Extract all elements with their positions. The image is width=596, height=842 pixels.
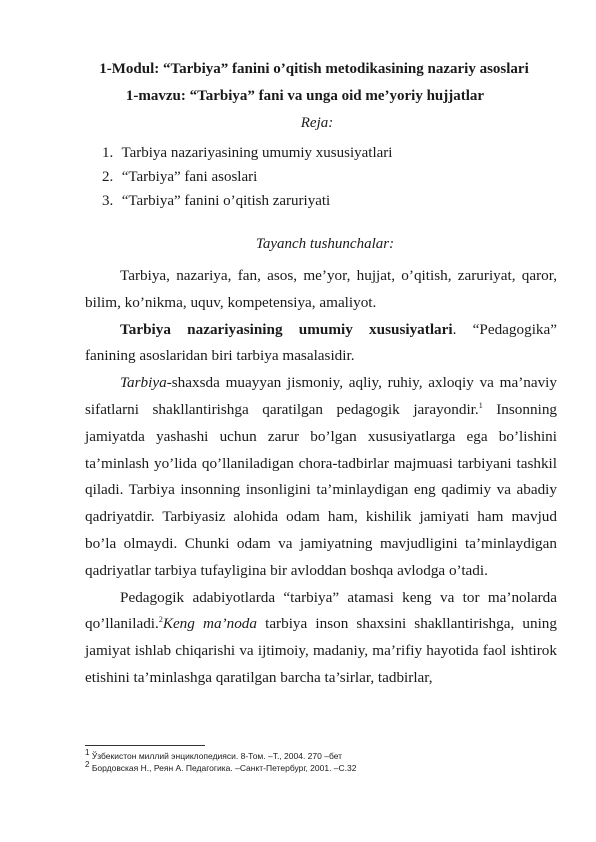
plan-item-number: 1. bbox=[102, 145, 114, 161]
plan-item bbox=[102, 141, 392, 165]
footnote-number: 2 bbox=[85, 760, 90, 770]
section-term: Tarbiya nazariyasining umumiy xususiyatlari bbox=[120, 320, 453, 338]
footnote-number: 1 bbox=[85, 748, 90, 758]
plan-item-text: “Tarbiya” fanini o’qitish zaruriyati bbox=[121, 193, 331, 209]
footnote-ref-2: 2 bbox=[158, 615, 163, 625]
footnote-text: Ўзбекистон миллий энциклопедияси. 8-Том. –Т., 2004. 270 –бет bbox=[89, 751, 343, 761]
body-text bbox=[85, 263, 557, 692]
module-heading: 1-Modul: “Tarbiya” fanini o’qitish metodikasining nazariy asoslari bbox=[99, 61, 529, 77]
paragraph-tarbiya-definition: Tarbiya-shaxsda muayyan jismoniy, aqliy, ruhiy, axloqiy va ma’naviy sifatlarni shakllantirishga qaratilgan pedagogik jarayondir.$^1$ Insonning jamiyatda yashashi uchun zarur bo’lgan xususiyatlarga ega bo’lishini ta’minlash yo’lida qo’llaniladigan chora-tadbirlar majmuasi tarbiyani tashkil qiladi. Tarbiya insonning insonligini ta’minlaydigan eng qadimiy va abadiy qadriyatdir. Tarbiyasiz alohida odam ham, kishilik jamiyati ham mavjud bo’la olmaydi. Chunki odam va jamiyatning mavjudligini ta’minlaydigan qadriyatlar tarbiya tufayligina bir avloddan boshqa avlodga o’tadi. bbox=[85, 374, 557, 579]
topic-heading: 1-mavzu: “Tarbiya” fani va unga oid me’yoriy hujjatlar bbox=[125, 88, 485, 104]
plan-item bbox=[102, 189, 392, 213]
plan-item bbox=[102, 165, 392, 189]
keywords-paragraph: Tarbiya, nazariya, fan, asos, me’yor, hujjat, o’qitish, zaruriyat, qaror, bilim, ko’nikma, uquv, kompetensiya, amaliyot. bbox=[85, 267, 557, 311]
plan-item-number: 3. bbox=[102, 193, 114, 209]
keywords-title: Tayanch tushunchalar: bbox=[255, 236, 395, 252]
paragraph-general-features: Tarbiya nazariyasining umumiy xususiyatlari. “Pedagogika” fanining asoslaridan biri tarbiya masalasidir. bbox=[85, 320, 557, 365]
footnote-2 bbox=[85, 760, 357, 773]
term-tarbiya: Tarbiya bbox=[120, 374, 167, 392]
plan-item-number: 2. bbox=[102, 169, 114, 185]
plan-list bbox=[102, 141, 392, 213]
footnote-text: Бордовская Н., Реян А. Педагогика. –Санкт-Петербург, 2001. –С.32 bbox=[89, 763, 357, 773]
paragraph-term-meanings: Pedagogik adabiyotlarda “tarbiya” atamasi keng va tor ma’nolarda qo’llaniladi.$^2$Keng ma’noda tarbiya inson shaxsini shakllantirishga, uning jamiyat ishlab chiqarishi va ijtimoiy, madaniy, ma’rifiy hayotida faol ishtirok etishini ta’minlashga qaratilgan barcha ta’sirlar, tadbirlar, bbox=[85, 588, 557, 686]
footnote-divider bbox=[85, 745, 205, 746]
plan-item-text: Tarbiya nazariyasining umumiy xususiyatlari bbox=[121, 145, 393, 161]
term-broad-meaning: Keng ma’noda bbox=[162, 615, 257, 633]
plan-item-text: “Tarbiya” fani asoslari bbox=[121, 169, 258, 185]
plan-title: Reja: bbox=[300, 115, 334, 131]
footnote-1 bbox=[85, 748, 343, 761]
footnote-ref-1: 1 bbox=[478, 400, 483, 410]
